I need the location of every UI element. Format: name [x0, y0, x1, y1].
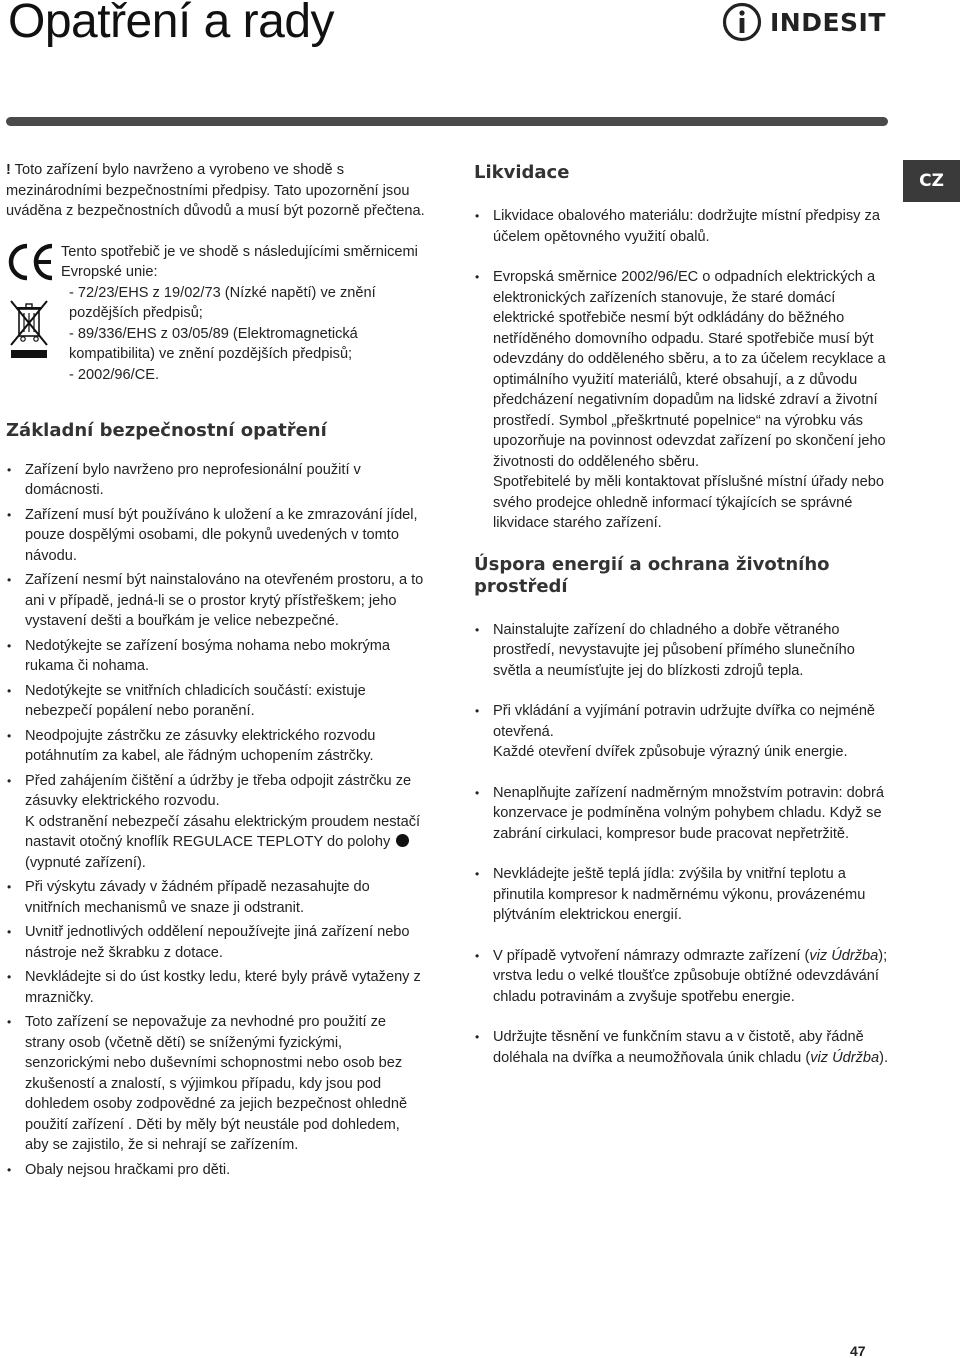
warning-mark: ! [6, 162, 11, 178]
list-item: • Uvnitř jednotlivých oddělení nepoužívejte jiná zařízení nebo nástroje než škrabku z dotace. [6, 922, 426, 963]
intro-text: Toto zařízení bylo navrženo a vyrobeno ve shodě s mezinárodními bezpečnostními předpisy. Tato upozornění jsou uváděna z bezpečnostních důvodů a musí být pozorně přečtena. [6, 162, 425, 219]
list-item [474, 267, 894, 534]
cert-line: - 72/23/EHS z 19/02/73 (Nízké napětí) ve znění pozdějších předpisů; [69, 284, 376, 321]
list-item: • Likvidace obalového materiálu: dodržujte místní předpisy za účelem opětovného využití obalů. [474, 206, 894, 247]
list-item: • Nainstalujte zařízení do chladného a dobře větraného prostředí, nevystavujte jej působení přímého slunečního světla a neumísťujte jej do blízkosti zdrojů tepla. [474, 620, 894, 682]
safety-list [6, 460, 426, 1181]
seal-text: Udržujte těsnění ve funkčním stavu a v čistotě, aby řádně doléhala na dvířka a neumožňovala únik chladu ( [493, 1029, 864, 1066]
list-item: • Nenaplňujte zařízení nadměrným množstvím potravin: dobrá konzervace je podmíněna volným pohybem chladu. Když se zabrání cirkulaci, kompresor bude pracovat nepřetržitě. [474, 783, 894, 845]
weee-contact-text: Spotřebitelé by měli kontaktovat příslušné místní úřady nebo svého prodejce ohledně informací týkajících se správné likvidace starého zařízení. [493, 474, 884, 531]
brand-name: INDESIT [770, 7, 886, 37]
left-column [6, 160, 426, 1184]
certification-block [6, 242, 426, 390]
weee-text: Evropská směrnice 2002/96/EC o odpadních elektrických a elektronických zařízeních stanovuje, že staré domácí elektrické spotřebiče nesmí být odkládány do běžného netříděného domovního odpadu. Staré spotřebiče musí být odevzdány do odděleného sběru, a to za účelem recyklace a optimálního využití materiálů, které obsahují, a z důvodu předcházení negativním dopadům na lidské zdraví a životní prostředí. Symbol „přeškrtnuté popelnice“ na výrobku vás upozorňuje na povinnost odevzdat zařízení po skončení jeho životnosti do odděleného sběru. [493, 269, 886, 470]
certification-text [61, 242, 431, 386]
brand-logo [722, 2, 892, 42]
safety-heading: Základní bezpečnostní opatření [6, 419, 327, 441]
indesit-logo-icon [722, 2, 762, 42]
list-item: • Nedotýkejte se vnitřních chladicích součástí: existuje nebezpečí popálení nebo poranění. [6, 681, 426, 722]
certification-icons [6, 242, 56, 358]
ce-mark-icon [6, 242, 56, 282]
maintenance-reference: viz Údržba [809, 947, 879, 964]
list-item: • Obaly nejsou hračkami pro děti. [6, 1160, 426, 1181]
door-text-2: Každé otevření dvířek způsobuje výrazný únik energie. [493, 744, 848, 760]
list-item [474, 701, 894, 763]
list-item [474, 946, 894, 1008]
cleaning-warning-end: (vypnuté zařízení). [25, 854, 146, 871]
seal-text-end: ). [879, 1049, 889, 1066]
list-item [474, 1027, 894, 1068]
energy-list [474, 620, 894, 1069]
list-item: • Nevkládejte si do úst kostky ledu, které byly právě vytaženy z mrazničky. [6, 967, 426, 1008]
list-item: • Zařízení musí být používáno k uložení a ke zmrazování jídel, pouze dospělými osobami, dle pokynů uvedených v tomto návodu. [6, 505, 426, 567]
list-item [6, 771, 426, 874]
disposal-heading: Likvidace [474, 162, 570, 183]
maintenance-reference: viz Údržba [810, 1049, 880, 1066]
page-title: Opatření a rady [8, 0, 335, 48]
cleaning-text: Před zahájením čištění a údržby je třeba odpojit zástrčku ze zásuvky elektrického rozvodu. [25, 772, 412, 809]
list-item: • Zařízení bylo navrženo pro neprofesionální použití v domácnosti. [6, 460, 426, 501]
defrost-text: V případě vytvoření námrazy odmrazte zařízení ( [493, 947, 810, 964]
cert-line: Tento spotřebič je ve shodě s následujícími směrnicemi Evropské unie: [61, 243, 418, 280]
energy-heading: Úspora energií a ochrana životního prostředí [474, 553, 830, 597]
filled-circle-icon [396, 834, 409, 847]
door-text: Při vkládání a vyjímání potravin udržujte dvířka co nejméně otevřená. [493, 703, 876, 740]
list-item: • Toto zařízení se nepovažuje za nevhodné pro použití ze strany osob (včetně dětí) se sníženými fyzickými, senzorickými nebo duševními schopnostmi nebo osob bez zkušeností a znalostí, s výjimkou případu, kdy jsou pod dohledem osoby zodpovědné za jejich bezpečnost ohledně použití zařízení . Děti by měly být neustále pod dohledem, aby se zajistilo, že si nehrají se zařízením. [6, 1012, 426, 1156]
page-number: 47 [850, 1343, 866, 1358]
list-item: • Zařízení nesmí být nainstalováno na otevřeném prostoru, a to ani v případě, jedná-li se o prostor krytý přístřeškem; jeho vystavení dešti a bouřkám je velice nebezpečné. [6, 570, 426, 632]
weee-bar [11, 350, 47, 358]
list-item: • Nevkládejte ještě teplá jídla: zvýšila by vnitřní teplotu a přinutila kompresor k nadměrnému výkonu, provázenému plýtváním elektrickou energií. [474, 864, 894, 926]
disposal-list [474, 206, 894, 534]
header-divider [6, 117, 888, 126]
crossed-bin-icon [8, 298, 50, 348]
cleaning-warning: K odstranění nebezpečí zásahu elektrickým proudem nestačí nastavit otočný knoflík REGULACE TEPLOTY do polohy [25, 813, 421, 850]
right-column [474, 160, 894, 1088]
defrost-text-end: ); vrstva ledu o velké tloušťce způsobuje obtížné odevzdávání chladu potravinám a zvyšuje spotřebu energie. [493, 947, 888, 1005]
intro-paragraph [6, 160, 426, 222]
cert-line: - 89/336/EHS z 03/05/89 (Elektromagnetická kompatibilita) ve znění pozdějších předpisů; [69, 325, 358, 362]
language-tab: CZ [903, 160, 960, 202]
list-item: • Při výskytu závady v žádném případě nezasahujte do vnitřních mechanismů ve snaze ji odstranit. [6, 877, 426, 918]
list-item: • Nedotýkejte se zařízení bosýma nohama nebo mokrýma rukama či nohama. [6, 636, 426, 677]
cert-line: - 2002/96/CE. [69, 366, 160, 383]
list-item: • Neodpojujte zástrčku ze zásuvky elektrického rozvodu potáhnutím za kabel, ale řádným uchopením zástrčky. [6, 726, 426, 767]
